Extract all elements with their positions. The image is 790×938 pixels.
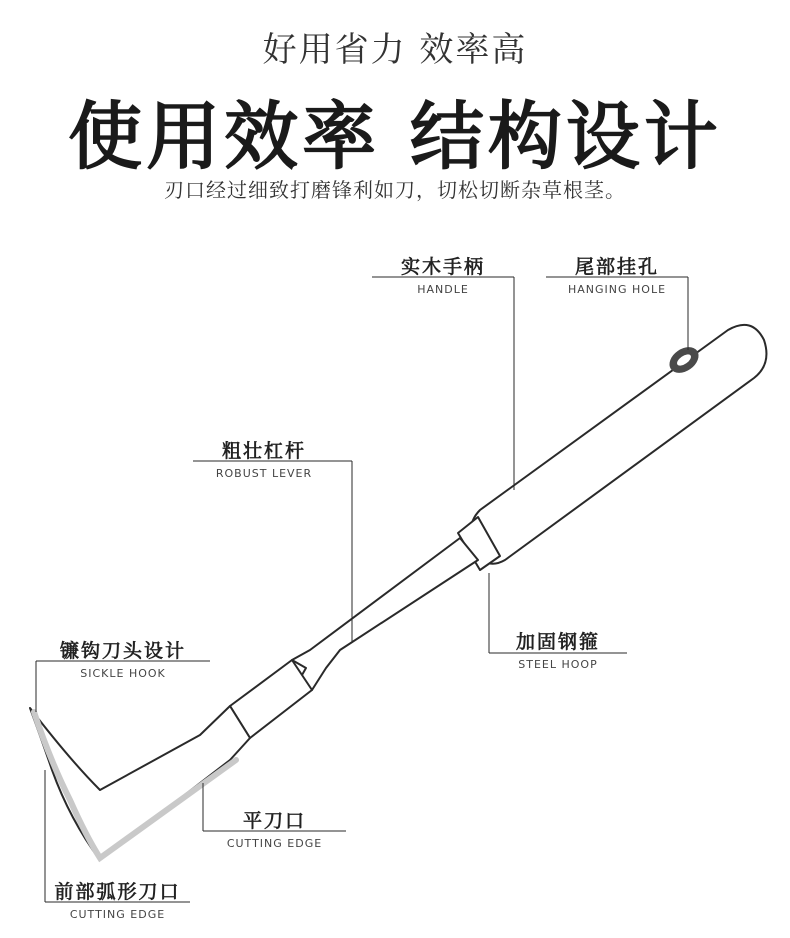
- callout-curved-edge-en: CUTTING EDGE: [69, 908, 166, 921]
- callout-sickle-hook-en: SICKLE HOOK: [80, 667, 166, 680]
- callout-flat-edge: [203, 806, 346, 850]
- callout-sickle-hook-cn: 镰钩刀头设计: [59, 640, 186, 662]
- callout-hanging-hole-en: HANGING HOLE: [567, 283, 667, 296]
- callout-robust-lever: [193, 436, 335, 480]
- callout-curved-edge-cn: 前部弧形刀口: [54, 881, 181, 903]
- callout-hanging-hole-cn: 尾部挂孔: [574, 256, 659, 278]
- callout-handle-cn: 实木手柄: [400, 256, 485, 278]
- callout-curved-edge: [45, 877, 190, 921]
- callout-steel-hoop: [489, 627, 627, 671]
- sickle-tool-illustration: [30, 325, 766, 860]
- callout-flat-edge-en: CUTTING EDGE: [226, 837, 323, 850]
- callout-steel-hoop-cn: 加固钢箍: [515, 631, 600, 653]
- callout-flat-edge-cn: 平刀口: [242, 810, 306, 832]
- page-title: 使用效率 结构设计: [68, 94, 722, 180]
- callout-handle: [372, 252, 514, 296]
- lever-shaft: [292, 538, 478, 690]
- description: 刃口经过细致打磨锋利如刀，切松切断杂草根茎。: [164, 178, 626, 202]
- callout-robust-lever-en: ROBUST LEVER: [215, 467, 313, 480]
- callout-hanging-hole: [546, 252, 688, 296]
- callout-sickle-hook: [36, 636, 210, 680]
- callout-handle-en: HANDLE: [417, 283, 469, 296]
- subtitle: 好用省力 效率高: [262, 30, 528, 70]
- callout-steel-hoop-en: STEEL HOOP: [518, 658, 598, 671]
- callout-robust-lever-cn: 粗壮杠杆: [221, 440, 306, 462]
- handle-shape: [471, 325, 767, 564]
